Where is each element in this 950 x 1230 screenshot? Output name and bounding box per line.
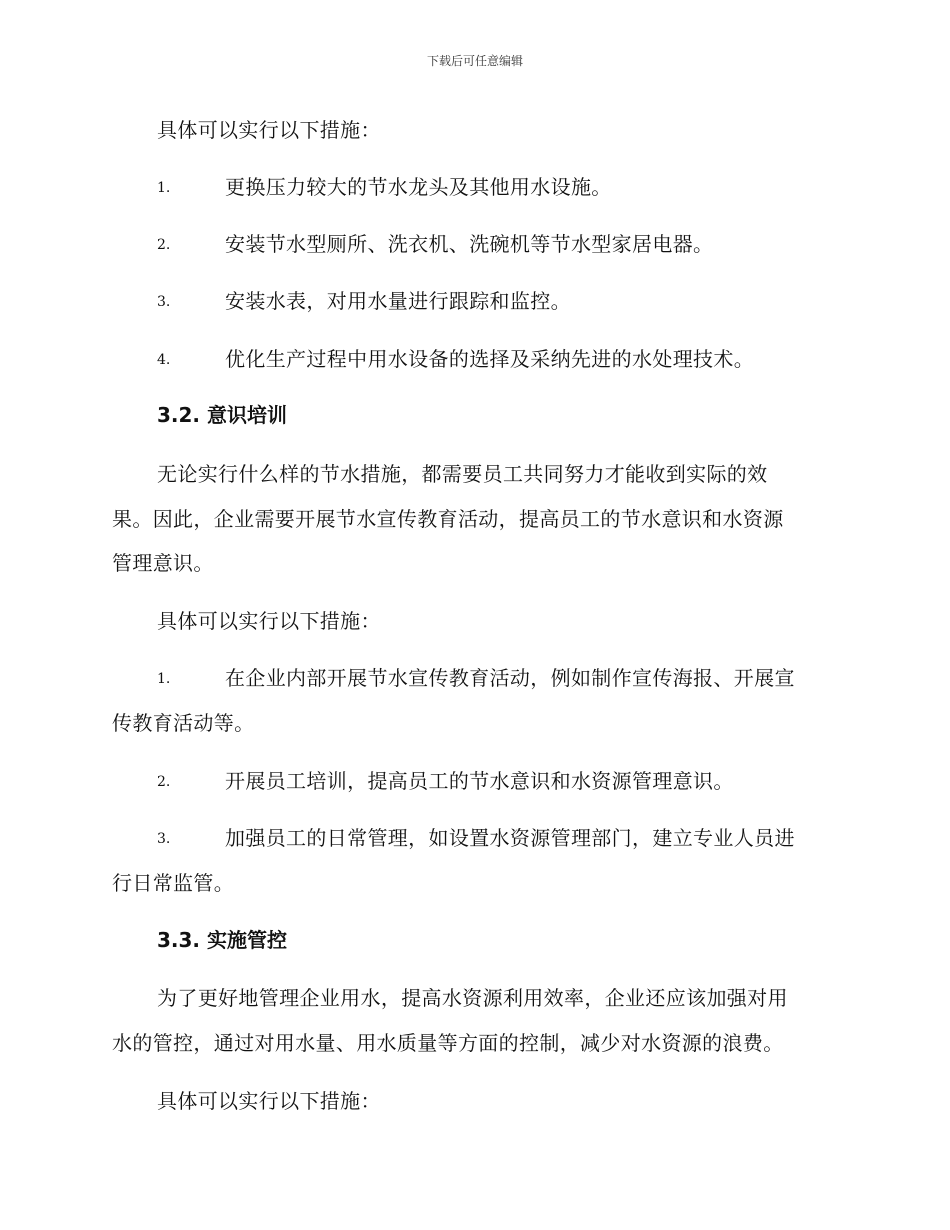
list-text: 开展员工培训，提高员工的节水意识和水资源管理意识。 [225, 769, 734, 793]
list-number: 3. [157, 294, 171, 310]
list-text: 更换压力较大的节水龙头及其他用水设施。 [225, 175, 612, 199]
intro-paragraph: 具体可以实行以下措施： [157, 118, 381, 142]
paragraph-line: 水的管控，通过对用水量、用水质量等方面的控制，减少对水资源的浪费。 [112, 1031, 784, 1055]
list-number: 2. [157, 237, 171, 253]
list-number: 1. [157, 180, 171, 196]
paragraph-line: 果。因此，企业需要开展节水宣传教育活动，提高员工的节水意识和水资源 [112, 507, 784, 531]
paragraph-line: 无论实行什么样的节水措施，都需要员工共同努力才能收到实际的效 [157, 462, 768, 486]
list-text: 安装水表，对用水量进行跟踪和监控。 [225, 289, 571, 313]
paragraph-line: 管理意识。 [112, 551, 214, 575]
list-text: 安装节水型厕所、洗衣机、洗碗机等节水型家居电器。 [225, 232, 714, 256]
list-number: 3. [157, 831, 171, 847]
list-text: 在企业内部开展节水宣传教育活动，例如制作宣传海报、开展宣 [225, 666, 795, 690]
intro-paragraph: 具体可以实行以下措施： [157, 1089, 381, 1113]
section-heading: 3.3. 实施管控 [157, 928, 287, 952]
intro-paragraph: 具体可以实行以下措施： [157, 609, 381, 633]
list-number: 2. [157, 774, 171, 790]
section-heading: 3.2. 意识培训 [157, 403, 287, 427]
page-header: 下载后可任意编辑 [426, 54, 523, 68]
list-number: 4. [157, 352, 171, 368]
list-text: 加强员工的日常管理，如设置水资源管理部门，建立专业人员进 [225, 826, 795, 850]
list-number: 1. [157, 671, 171, 687]
paragraph-line: 为了更好地管理企业用水，提高水资源利用效率，企业还应该加强对用 [157, 986, 788, 1010]
list-text-continuation: 行日常监管。 [112, 871, 235, 895]
list-text: 优化生产过程中用水设备的选择及采纳先进的水处理技术。 [225, 347, 755, 371]
list-text-continuation: 传教育活动等。 [112, 711, 255, 735]
